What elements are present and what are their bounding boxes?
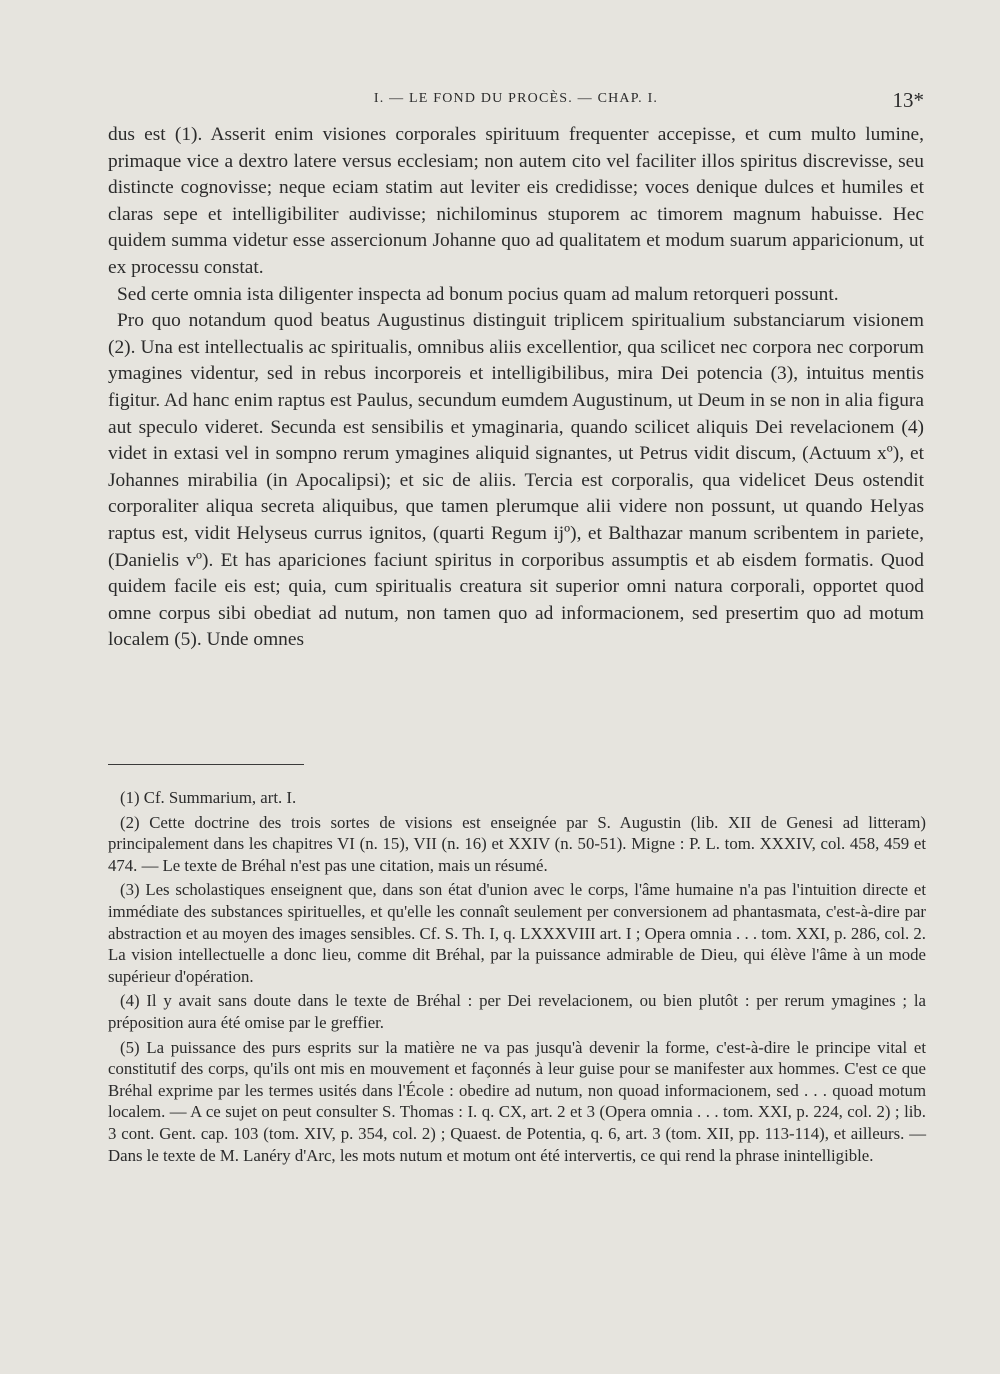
footnotes xyxy=(108,787,926,1169)
paragraph-1: dus est (1). Asserit enim visiones corporales spirituum frequenter accepisse, et cum multo lumine, primaque vice a dextro latere versus ecclesiam; non autem cito vel faciliter illos spiritus discrevisse, seu distincte cognovisse; neque eciam statim aut leviter eis credidisse; voces denique dulces et humiles et claras sepe et intelligibiliter audivisse; nichilominus stuporem ac timorem magnum habuisse. Hec quidem summa videtur esse assercionum Johanne quo ad qualitatem et modum suarum apparicionum, ut ex processu constat. xyxy=(108,124,924,278)
running-title: I. — LE FOND DU PROCÈS. — CHAP. I. xyxy=(373,91,659,106)
page-number: 13* xyxy=(892,88,924,112)
footnote-3: (3) Les scholastiques enseignent que, dans son état d'union avec le corps, l'âme humaine n'a pas l'intuition directe et immédiate des substances spirituelles, et qu'elle les connaît seulement per conversionem ad phantasmata, c'est-à-dire par abstraction et au moyen des images sensibles. Cf. S. Th. I, q. LXXXVIII art. I ; Opera omnia . . . tom. XXI, p. 286, col. 2. La vision intellectuelle a donc lieu, comme dit Bréhal, par la puissance admirable de Dieu, qui élève l'âme à un mode supérieur d'opération. xyxy=(108,880,926,986)
running-head xyxy=(108,88,924,112)
paragraph-3: Pro quo notandum quod beatus Augustinus distinguit triplicem spiritualium substanciarum visionem (2). Una est intellectualis ac spiritualis, omnibus aliis excellentior, qua scilicet nec corpora nec corporum ymagines videntur, sed in rebus incorporeis et intelligibilibus, mira Dei potencia (3), intuitus mentis figitur. Ad hanc enim raptus est Paulus, secundum eumdem Augustinum, ut Deum in se non in alia figura aut speculo videret. Secunda est sensibilis et ymaginaria, quando scilicet aliquis Dei revelacionem (4) videt in extasi vel in sompno rerum ymagines aliquid signantes, ut Petrus vidit discum, (Actuum xº), et Johannes mirabilia (in Apocalipsi); et sic de aliis. Tercia est corporalis, qua videlicet Deus ostendit corporaliter aliqua secreta aliquibus, que tamen plerumque alii videre non possunt, ut quando Helyas raptus est, vidit Helyseus currus ignitos, (quarti Regum ijº), et Balthazar manum scribentem in pariete, (Danielis vº). Et has apariciones faciunt spiritus in corporibus assumptis et ab eisdem formatis. Quod quidem facile eis est; quia, cum spiritualis creatura sit superior omni natura corporali, opportet quod omne corpus sibi obediat ad nutum, non tamen quo ad informacionem, sed presertim quo ad motum localem (5). Unde omnes xyxy=(108,310,924,651)
main-text xyxy=(108,122,924,654)
footnote-4: (4) Il y avait sans doute dans le texte de Bréhal : per Dei revelacionem, ou bien plutôt : per rerum ymagines ; la préposition aura été omise par le greffier. xyxy=(108,991,926,1032)
paragraph-2: Sed certe omnia ista diligenter inspecta ad bonum pocius quam ad malum retorqueri possunt. xyxy=(117,283,839,305)
footnote-5: (5) La puissance des purs esprits sur la matière ne va pas jusqu'à devenir la forme, c'est-à-dire le principe vital et constitutif des corps, qu'ils ont mis en mouvement et façonnés à leur guise pour se manifester aux hommes. C'est ce que Bréhal exprime par les termes usités dans l'École : obedire ad nutum, non quoad informacionem, sed . . . quoad motum localem. — A ce sujet on peut consulter S. Thomas : I. q. CX, art. 2 et 3 (Opera omnia . . . tom. XXI, p. 224, col. 2) ; lib. 3 cont. Gent. cap. 103 (tom. XIV, p. 354, col. 2) ; Quaest. de Potentia, q. 6, art. 3 (tom. XII, pp. 113-114), et ailleurs. — Dans le texte de M. Lanéry d'Arc, les mots nutum et motum ont été intervertis, ce qui rend la phrase inintelligible. xyxy=(108,1037,926,1165)
footnote-1: (1) Cf. Summarium, art. I. xyxy=(120,788,297,807)
footnote-rule xyxy=(108,764,304,765)
footnote-2: (2) Cette doctrine des trois sortes de visions est enseignée par S. Augustin (lib. XII de Genesi ad litteram) principalement dans les chapitres VI (n. 15), VII (n. 16) et XXIV (n. 50-51). Migne : P. L. tom. XXXIV, col. 458, 459 et 474. — Le texte de Bréhal n'est pas une citation, mais un résumé. xyxy=(108,812,926,875)
